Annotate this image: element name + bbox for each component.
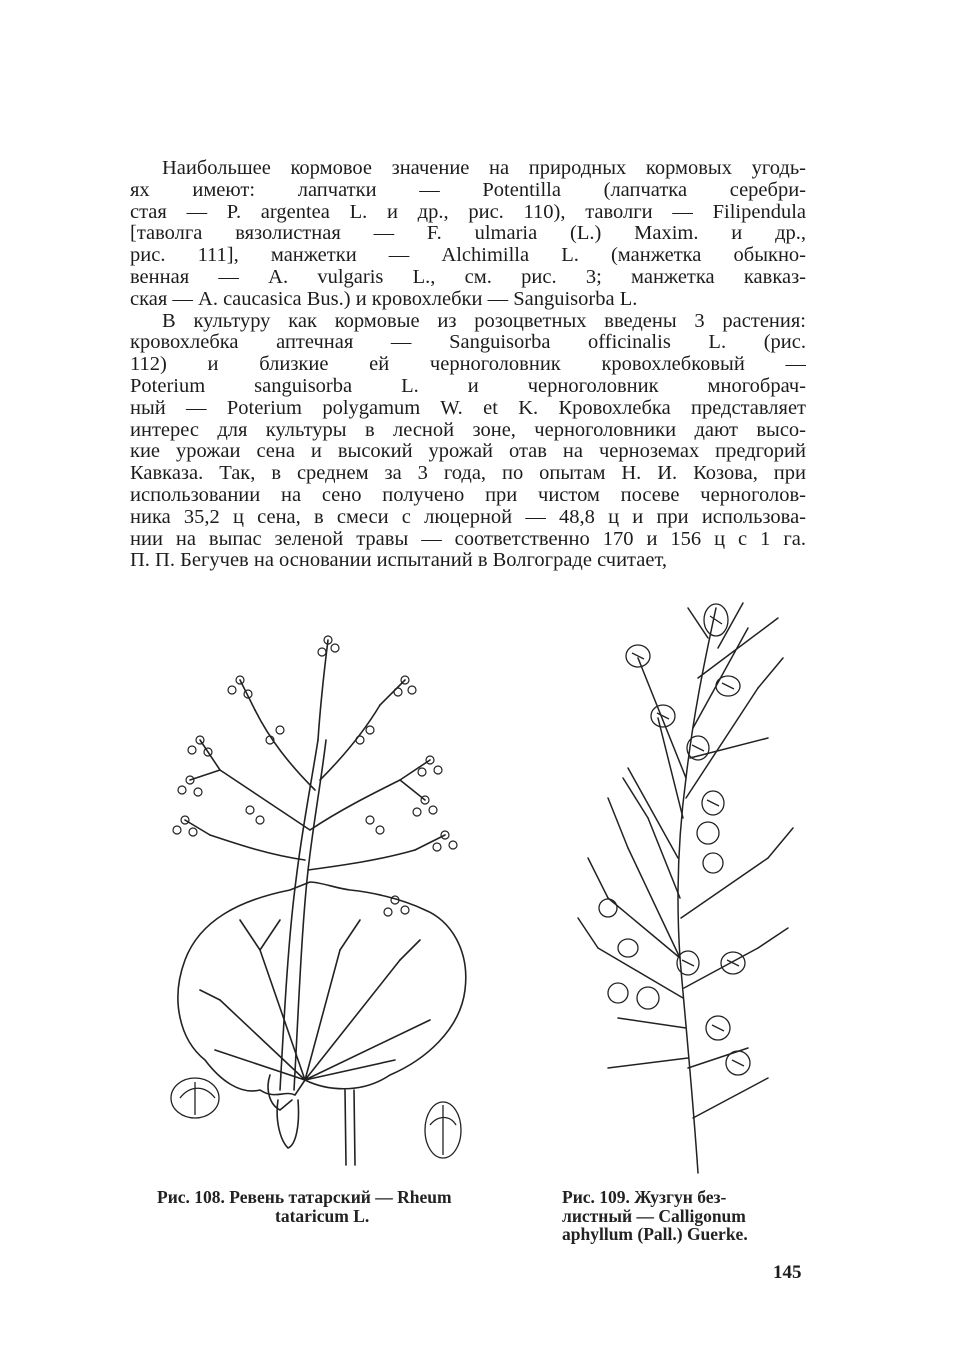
caption-line: листный — Calligonum xyxy=(562,1205,746,1226)
text-line: интерес для культуры в лесной зоне, черноголовники дают высо- xyxy=(130,419,806,441)
figure-calligonum xyxy=(568,598,808,1178)
text-line: кие урожаи сена и высокий урожай отав на черноземах предгорий xyxy=(130,441,806,463)
text-line: ный — Poterium polygamum W. et K. Кровохлебка представляет xyxy=(130,397,806,419)
body-text xyxy=(130,158,806,572)
text-line: Poterium sanguisorba L. и черноголовник многобрач- xyxy=(130,375,806,397)
text-line: венная — A. vulgaris L., см. рис. 3; манжетка кавказ- xyxy=(130,266,806,288)
figure-caption-108 xyxy=(157,1188,517,1225)
figure-rheum xyxy=(160,620,490,1180)
text-line: В культуру как кормовые из розоцветных введены 3 растения: xyxy=(162,310,806,332)
text-line: кровохлебка аптечная — Sanguisorba officinalis L. (рис. xyxy=(130,332,806,354)
caption-line: Рис. 108. Ревень татарский — Rheum xyxy=(157,1187,452,1207)
text-line: Кавказа. Так, в среднем за 3 года, по опытам Н. И. Козова, при xyxy=(130,463,806,485)
text-line: нии на выпас зеленой травы — соответственно 170 и 156 ц с 1 га. xyxy=(130,528,806,550)
main-stem xyxy=(280,740,318,1090)
page-number: 145 xyxy=(773,1262,802,1283)
main-stem xyxy=(678,608,716,1173)
fruit xyxy=(703,853,723,873)
text-line: Наибольшее кормовое значение на природных кормовых угодь- xyxy=(162,158,806,179)
caption-line: tataricum L. xyxy=(275,1205,370,1226)
text-line: рис. 111], манжетки — Alchimilla L. (манжетка обыкно- xyxy=(130,245,806,267)
caption-line: Рис. 109. Жузгун без- xyxy=(562,1187,727,1207)
text-line: стая — P. argentea L. и др., рис. 110), таволги — Filipendula xyxy=(130,201,806,223)
rheum-illustration xyxy=(160,620,490,1180)
text-line: [таволга вязолистная — F. ulmaria (L.) Maxim. и др., xyxy=(130,223,806,245)
fruit xyxy=(608,983,628,1003)
caption-line: aphyllum (Pall.) Guerke. xyxy=(562,1224,748,1244)
fruit xyxy=(618,939,638,957)
text-line: П. П. Бегучев на основании испытаний в Волгограде считает, xyxy=(130,550,667,572)
figure-caption-109 xyxy=(562,1188,792,1244)
calligonum-illustration xyxy=(568,598,808,1178)
text-line: ника 35,2 ц сена, в смеси с люцерной — 48,8 ц и при использова- xyxy=(130,506,806,528)
text-line: 112) и близкие ей черноголовник кровохлебковый — xyxy=(130,354,806,376)
text-line: ская — A. caucasica Bus.) и кровохлебки — Sanguisorba L. xyxy=(130,288,638,310)
fruit xyxy=(599,899,617,917)
fruit xyxy=(697,822,719,844)
leaf-outline xyxy=(178,882,466,1095)
text-line: использовании на сено получено при чистом посеве черноголов- xyxy=(130,484,806,506)
fruit xyxy=(637,987,659,1009)
text-line: ях имеют: лапчатки — Potentilla (лапчатка серебри- xyxy=(130,179,806,201)
